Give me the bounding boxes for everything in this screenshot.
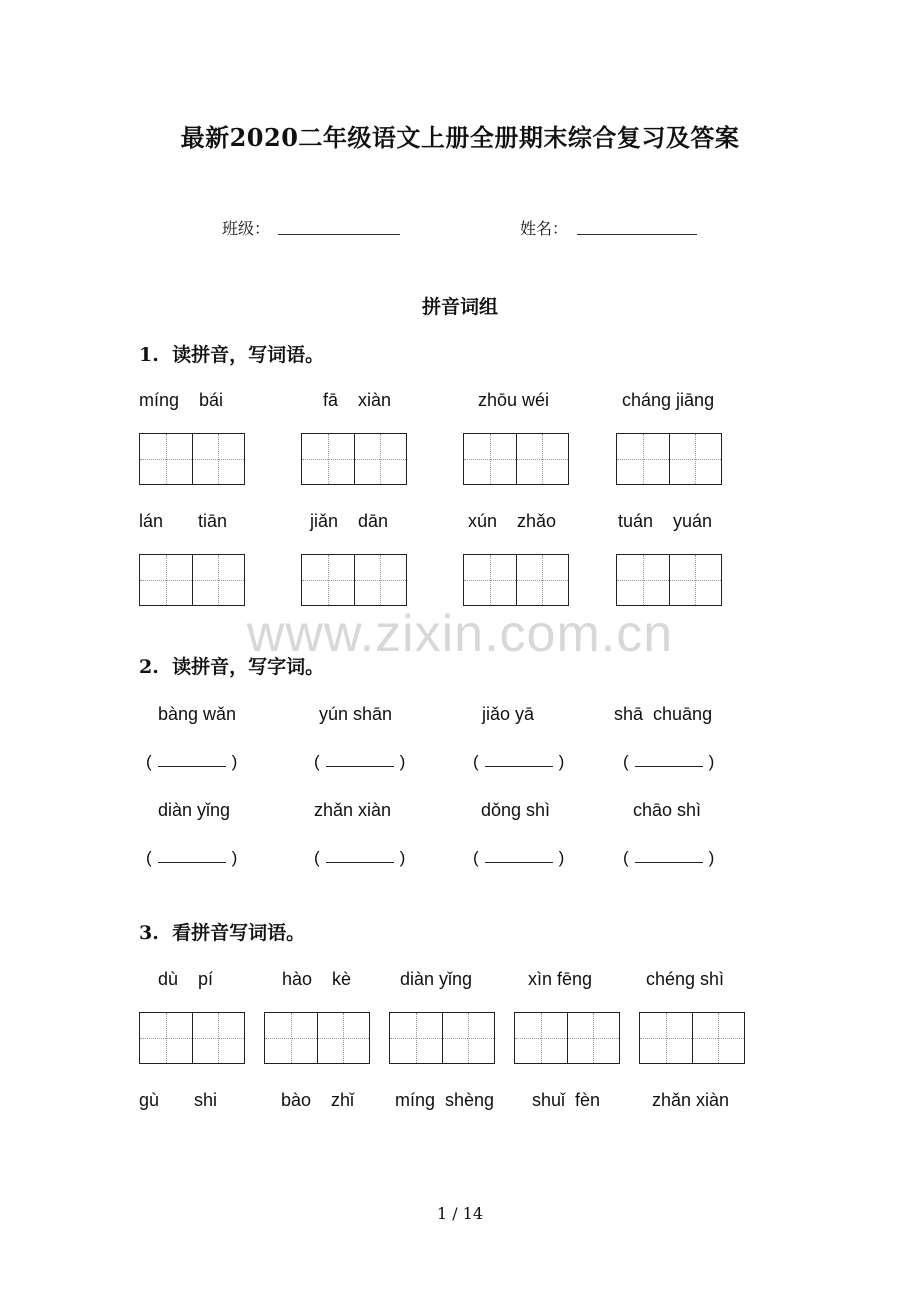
writing-grid[interactable] [639, 1012, 745, 1064]
writing-grid[interactable] [139, 433, 245, 485]
writing-grid[interactable] [463, 554, 569, 606]
answer-blank[interactable]: ( ) [146, 752, 238, 771]
pinyin-label: bàng wǎn [158, 704, 237, 724]
pinyin-label: gù shi [139, 1090, 218, 1110]
section-title: 拼音词组 [421, 296, 498, 318]
writing-grid[interactable] [264, 1012, 370, 1064]
answer-blank[interactable]: ( ) [314, 848, 406, 867]
writing-grid[interactable] [463, 433, 569, 485]
pinyin-label: lán tiān [139, 511, 228, 531]
writing-grid[interactable] [616, 554, 722, 606]
pinyin-label: shuǐ fèn [532, 1090, 601, 1110]
pinyin-label: dǒng shì [481, 800, 551, 820]
pinyin-label: chāo shì [633, 800, 702, 820]
class-blank[interactable] [278, 234, 400, 235]
pinyin-label: jiǎo yā [482, 704, 535, 724]
question-2-heading: 2. 读拼音，写字词。 [139, 656, 325, 678]
watermark: www.zixin.com.cn [246, 605, 674, 663]
writing-grid[interactable] [139, 554, 245, 606]
writing-grid[interactable] [389, 1012, 495, 1064]
pinyin-label: xìn fēng [528, 969, 593, 989]
class-label: 班级： [222, 219, 271, 238]
answer-blank[interactable]: ( ) [146, 848, 238, 867]
writing-grid[interactable] [139, 1012, 245, 1064]
pinyin-label: zhǎn xiàn [314, 800, 392, 820]
pinyin-label: shā chuāng [614, 704, 713, 724]
writing-grid[interactable] [301, 433, 407, 485]
pinyin-label: bào zhǐ [281, 1090, 355, 1110]
pinyin-label: tuán yuán [618, 511, 713, 531]
question-3-heading: 3. 看拼音写词语。 [139, 922, 306, 944]
pinyin-label: yún shān [319, 704, 393, 724]
pinyin-label: zhǎn xiàn [652, 1090, 730, 1110]
name-blank[interactable] [577, 234, 697, 235]
pinyin-label: fā xiàn [323, 390, 392, 410]
answer-blank[interactable]: ( ) [623, 752, 715, 771]
answer-blank[interactable]: ( ) [473, 752, 565, 771]
pinyin-label: cháng jiāng [622, 390, 715, 410]
writing-grid[interactable] [301, 554, 407, 606]
pinyin-label: diàn yǐng [158, 800, 231, 820]
pinyin-label: míng shèng [395, 1090, 495, 1110]
writing-grid[interactable] [514, 1012, 620, 1064]
question-1-heading: 1. 读拼音，写词语。 [139, 344, 325, 366]
pinyin-label: hào kè [282, 969, 352, 989]
page-number: 1 / 14 [436, 1204, 484, 1223]
answer-blank[interactable]: ( ) [473, 848, 565, 867]
pinyin-label: jiǎn dān [310, 511, 389, 531]
answer-blank[interactable]: ( ) [314, 752, 406, 771]
pinyin-label: chéng shì [646, 969, 725, 989]
pinyin-label: diàn yǐng [400, 969, 473, 989]
pinyin-label: xún zhǎo [468, 511, 557, 531]
pinyin-label: zhōu wéi [478, 390, 550, 410]
answer-blank[interactable]: ( ) [623, 848, 715, 867]
name-label: 姓名： [520, 219, 569, 238]
document-title: 最新2020二年级语文上册全册期末综合复习及答案 [180, 123, 740, 152]
pinyin-label: míng bái [139, 390, 224, 410]
writing-grid[interactable] [616, 433, 722, 485]
pinyin-label: dù pí [158, 969, 214, 989]
